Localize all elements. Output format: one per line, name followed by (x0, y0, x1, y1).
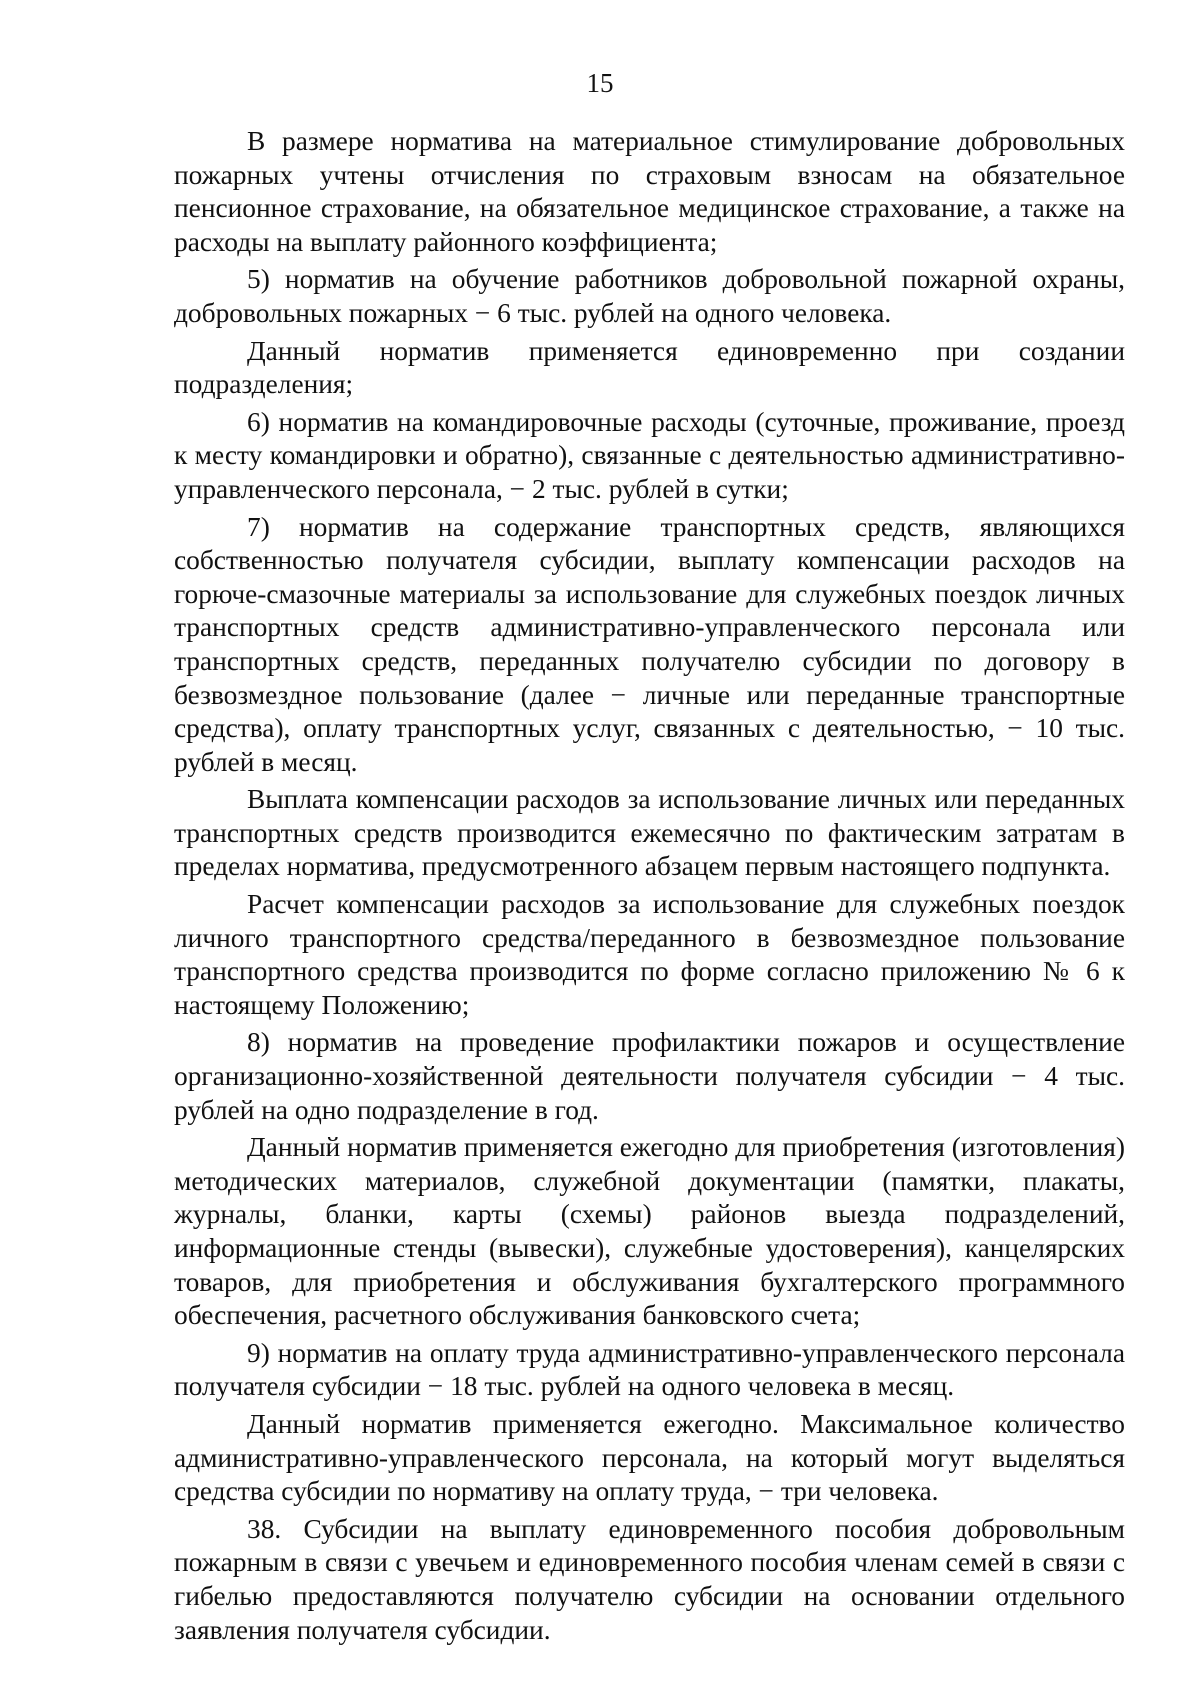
paragraph-item-5-training: 5) норматив на обучение работников добровольной пожарной охраны, добровольных пожарных − 6 тыс. рублей на одного человека. (174, 264, 1125, 328)
paragraph-item-9-salary: 9) норматив на оплату труда административно-управленческого персонала получателя субсидии − 18 тыс. рублей на одного человека в месяц. (174, 1337, 1125, 1402)
paragraph-compensation-calculation: Расчет компенсации расходов за использование для служебных поездок личного транспортного средства/переданного в безвозмездное пользование транспортного средства производится по форме согласно приложению № 6 к настоящему Положению; (174, 889, 1125, 1020)
paragraph-item-8-prevention: 8) норматив на проведение профилактики пожаров и осуществление организационно-хозяйственной деятельности получателя субсидии − 4 тыс. рублей на одно подразделение в год. (174, 1027, 1125, 1125)
paragraph-transport-compensation: Выплата компенсации расходов за использование личных или переданных транспортных средств производится ежемесячно по фактическим затратам в пределах норматива, предусмотренного абзацем первым настоящего подпункта. (174, 784, 1125, 882)
paragraph-stimulation-norm: В размере норматива на материальное стимулирование добровольных пожарных учтены отчисления по страховым взносам на обязательное пенсионное страхование, на обязательное медицинское страхование, а также на расходы на выплату районного коэффициента; (174, 126, 1125, 257)
paragraph-annual-materials: Данный норматив применяется ежегодно для приобретения (изготовления) методических материалов, служебной документации (памятки, плакаты, журналы, бланки, карты (схемы) районов выезда подразделений, информационные стенды (вывески), служебные удостоверения), канцелярских товаров, для приобретения и обслуживания бухгалтерского программного обеспечения, расчетного обслуживания банковского счета; (174, 1132, 1125, 1331)
page-number: 15 (586, 68, 614, 98)
paragraph-item-6-travel: 6) норматив на командировочные расходы (суточные, проживание, проезд к месту командировки и обратно), связанные с деятельностью административно-управленческого персонала, − 2 тыс. рублей в сутки; (174, 406, 1125, 504)
document-body (174, 125, 1125, 1651)
paragraph-max-staff: Данный норматив применяется ежегодно. Максимальное количество административно-управленческого персонала, на который могут выделяться средства субсидии по нормативу на оплату труда, − три человека. (174, 1408, 1125, 1507)
paragraph-item-7-transport: 7) норматив на содержание транспортных средств, являющихся собственностью получателя субсидии, выплату компенсации расходов на горюче-смазочные материалы за использование для служебных поездок личных транспортных средств административно-управленческого персонала или транспортных средств, переданных получателю субсидии по договору в безвозмездное пользование (далее − личные или переданные транспортные средства), оплату транспортных услуг, связанных с деятельностью, − 10 тыс. рублей в месяц. (174, 511, 1125, 777)
paragraph-item-38-benefits: 38. Субсидии на выплату единовременного пособия добровольным пожарным в связи с увечьем и единовременного пособия членам семей в связи с гибелью предоставляются получателю субсидии на основании отдельного заявления получателя субсидии. (174, 1513, 1125, 1645)
paragraph-one-time-norm: Данный норматив применяется единовременно при создании подразделения; (174, 335, 1125, 400)
